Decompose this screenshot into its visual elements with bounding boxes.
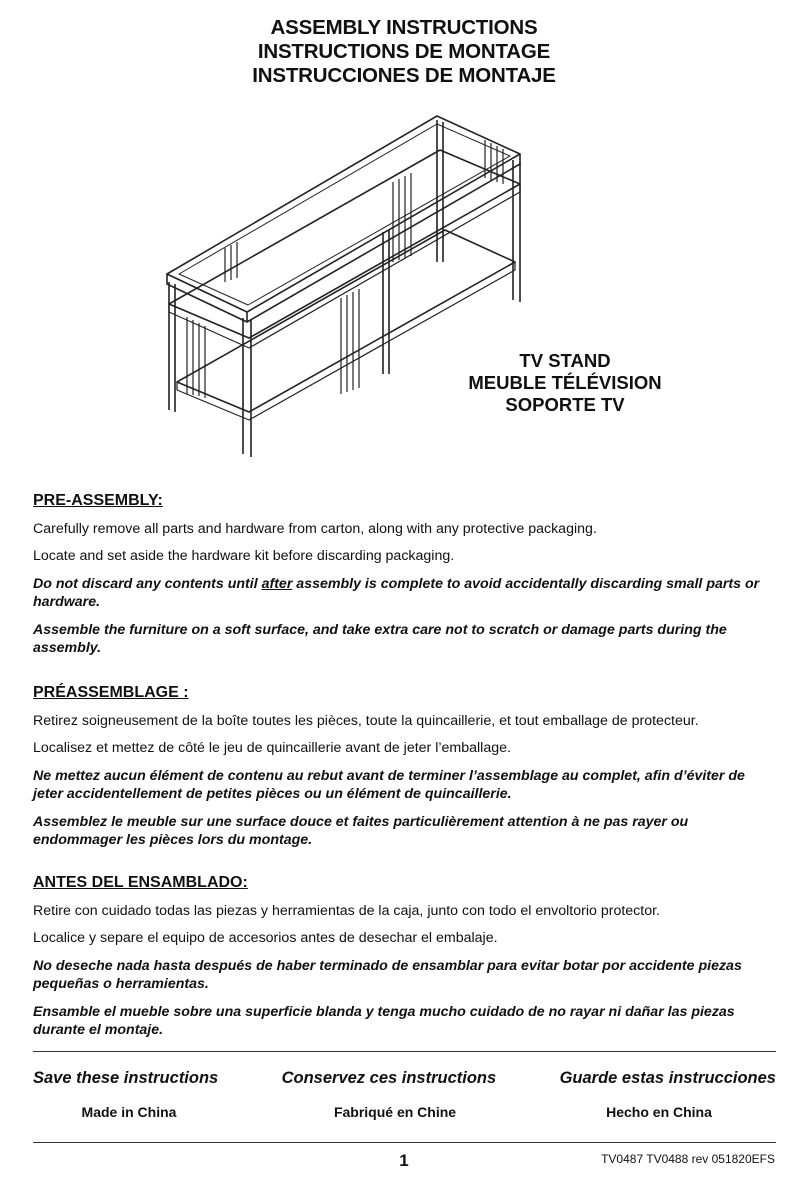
- warning-paragraph: [33, 575, 778, 611]
- document-code: TV0487 TV0488 rev 051820EFS: [601, 1152, 775, 1166]
- save-instructions-french: Conservez ces instructions: [281, 1069, 497, 1087]
- side-rods-left: [187, 317, 205, 398]
- warning-paragraph: Ne mettez aucun élément de contenu au rebut avant de terminer l’assemblage au complet, afin d’éviter de jeter accidentellement de petites pièces ou un élément de quincaillerie.: [33, 768, 745, 802]
- product-name-block: [440, 350, 690, 416]
- divider-bottom: [33, 1142, 776, 1143]
- divider-rods: [341, 289, 359, 394]
- made-in-english: Made in China: [81, 1104, 177, 1120]
- instruction-paragraph: Locate and set aside the hardware kit before discarding packaging.: [33, 548, 455, 564]
- made-in-spanish: Hecho en China: [606, 1104, 712, 1120]
- top-frame-inner: [179, 124, 510, 305]
- pre-assembly-english: [33, 492, 778, 667]
- title-spanish: INSTRUCCIONES DE MONTAJE: [252, 64, 556, 87]
- product-name-english: TV STAND: [519, 350, 611, 371]
- save-instructions-english: Save these instructions: [33, 1069, 219, 1087]
- pre-assembly-spanish: [33, 874, 778, 1049]
- section-heading: ANTES DEL ENSAMBLADO:: [33, 874, 248, 891]
- page-number: 1: [399, 1151, 409, 1170]
- save-instructions-spanish: Guarde estas instrucciones: [559, 1069, 776, 1087]
- warning-paragraph: Assemble the furniture on a soft surface, and take extra care not to scratch or damage parts during the assembly.: [33, 622, 727, 656]
- warning-text: Do not discard any contents until: [33, 576, 262, 592]
- warning-paragraph: Assemblez le meuble sur une surface douce et faites particulièrement attention à ne pas rayer ou endommager les pièces lors du montage.: [33, 814, 689, 848]
- divider-top: [33, 1051, 776, 1052]
- section-heading: PRE-ASSEMBLY:: [33, 492, 163, 509]
- instruction-paragraph: Localice y separe el equipo de accesorios antes de desechar el embalaje.: [33, 930, 498, 946]
- emphasis-after: after: [261, 576, 293, 592]
- product-name-french: MEUBLE TÉLÉVISION: [468, 372, 662, 393]
- title-french: INSTRUCTIONS DE MONTAGE: [257, 40, 551, 63]
- instruction-paragraph: Localisez et mettez de côté le jeu de quincaillerie avant de jeter l’emballage.: [33, 740, 511, 756]
- warning-paragraph: No deseche nada hasta después de haber terminado de ensamblar para evitar botar por accidente piezas pequeñas o herramientas.: [33, 958, 742, 992]
- save-instructions-row: [33, 1069, 776, 1088]
- warning-paragraph: Ensamble el mueble sobre una superficie blanda y tenga mucho cuidado de no rayar ni dañar las piezas durante el montaje.: [33, 1004, 735, 1038]
- product-name-spanish: SOPORTE TV: [505, 394, 625, 415]
- instruction-paragraph: Retirez soigneusement de la boîte toutes les pièces, toute la quincaillerie, et tout emballage de protecteur.: [33, 713, 699, 729]
- instruction-paragraph: Retire con cuidado todas las piezas y herramientas de la caja, junto con todo el envoltorio protector.: [33, 903, 660, 919]
- document-title-block: [0, 16, 808, 88]
- instruction-paragraph: Carefully remove all parts and hardware from carton, along with any protective packaging.: [33, 521, 597, 537]
- section-heading: PRÉASSEMBLAGE :: [33, 684, 189, 701]
- warning-text: assembly is complete to avoid accidentally discarding small parts or hardware.: [33, 576, 760, 610]
- made-in-french: Fabriqué en Chine: [333, 1104, 457, 1120]
- title-english: ASSEMBLY INSTRUCTIONS: [270, 16, 538, 39]
- pre-assembly-french: [33, 684, 778, 859]
